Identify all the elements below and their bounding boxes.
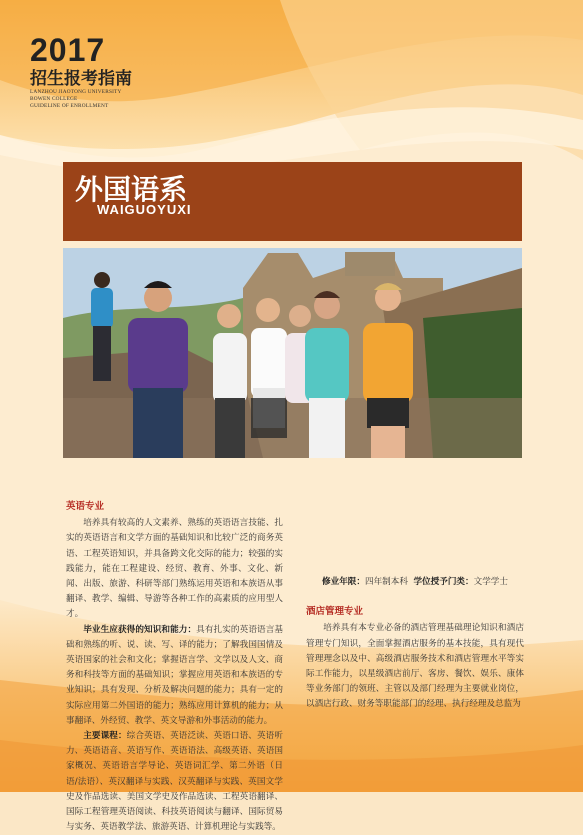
degree-label: 学位授予门类： [413,577,474,587]
department-title: 外国语系 [75,173,188,206]
english-courses-start [66,729,283,835]
department-title-pinyin: WAIGUOYUXI [97,202,192,217]
guide-header [30,34,132,110]
guideline-en: GUIDELINE OF ENROLLMENT [30,103,109,109]
ability-text: 具有扎实的英语语言基础和熟练的听、说、读、写、译的能力；了解我国国情及英语国家的社会和文化；掌握语言学、文学以及人文、商务和科技等方面的基础知识；掌握应用英语和本族语的专业知识；具有发现、分析及解决问题的能力；具有一定的实际应用第二外国语的能力；熟练应用计算机的能力；从事翻译、外经贸、教学、英文导游和外事活动的能力。 [66,624,283,726]
english-duration [306,575,524,590]
hotel-major-heading: 酒店管理专业 [306,606,364,618]
guide-title: 招生报考指南 [30,69,132,89]
english-major-heading: 英语专业 [66,501,105,512]
great-wall-group-photo [63,248,522,458]
left-column [66,499,283,835]
ability-label: 毕业生应获得的知识和能力： [83,624,197,635]
hotel-intro: 培养具有本专业必备的酒店管理基础理论知识和酒店管理专门知识，全面掌握酒店服务的基本技能，具有现代管理理念以及中、高级酒店服务技术和酒店管理水平等实际工作能力，以星级酒店前厅、客房、餐饮、娱乐、康体等业务部门的领班、主管以及部门经理为主要就业岗位，以酒店行政、财务等职能部门的经理、执行经理及总监为 [306,623,524,710]
college-name-en: BOWEN COLLEGE [30,96,78,102]
english-ability [66,623,283,729]
english-intro: 培养具有较高的人文素养、熟练的英语语言技能、扎实的英语语言和文学方面的基础知识和比较广泛的商务英语、工程英语知识，并具备跨文化交际的能力；较强的实践能力，能在工程建设、经贸、教育、外事、文化、新闻、出版、旅游、科研等部门熟练运用英语和本族语从事翻译、教学、编辑、导游等各种工作的高素质的应用型人才。 [66,518,283,620]
degree-value: 文学学士 [473,577,508,587]
duration-label: 修业年限： [322,577,365,587]
year-title: 2017 [30,32,106,68]
courses-label: 主要课程： [83,731,127,742]
university-name-en: LANZHOU JIAOTONG UNIVERSITY [30,89,122,95]
department-banner [63,162,522,241]
right-column [306,499,524,713]
courses-text: 综合英语、英语泛读、英语口语、英语听力、英语语音、英语写作、英语语法、高级英语、英语国家概况、英语语言学导论、英语词汇学、第二外语（日语/法语）、英汉翻译与实践、汉英翻译与实践、英国文学史及作品选读、美国文学史及作品选读、工程英语翻译、国际工程管理英语阅读、科技英语阅读与翻译、国际贸易与实务、英语教学法、旅游英语、计算机理论与实践等。 [66,731,283,833]
duration-value: 四年制本科 [364,577,408,587]
